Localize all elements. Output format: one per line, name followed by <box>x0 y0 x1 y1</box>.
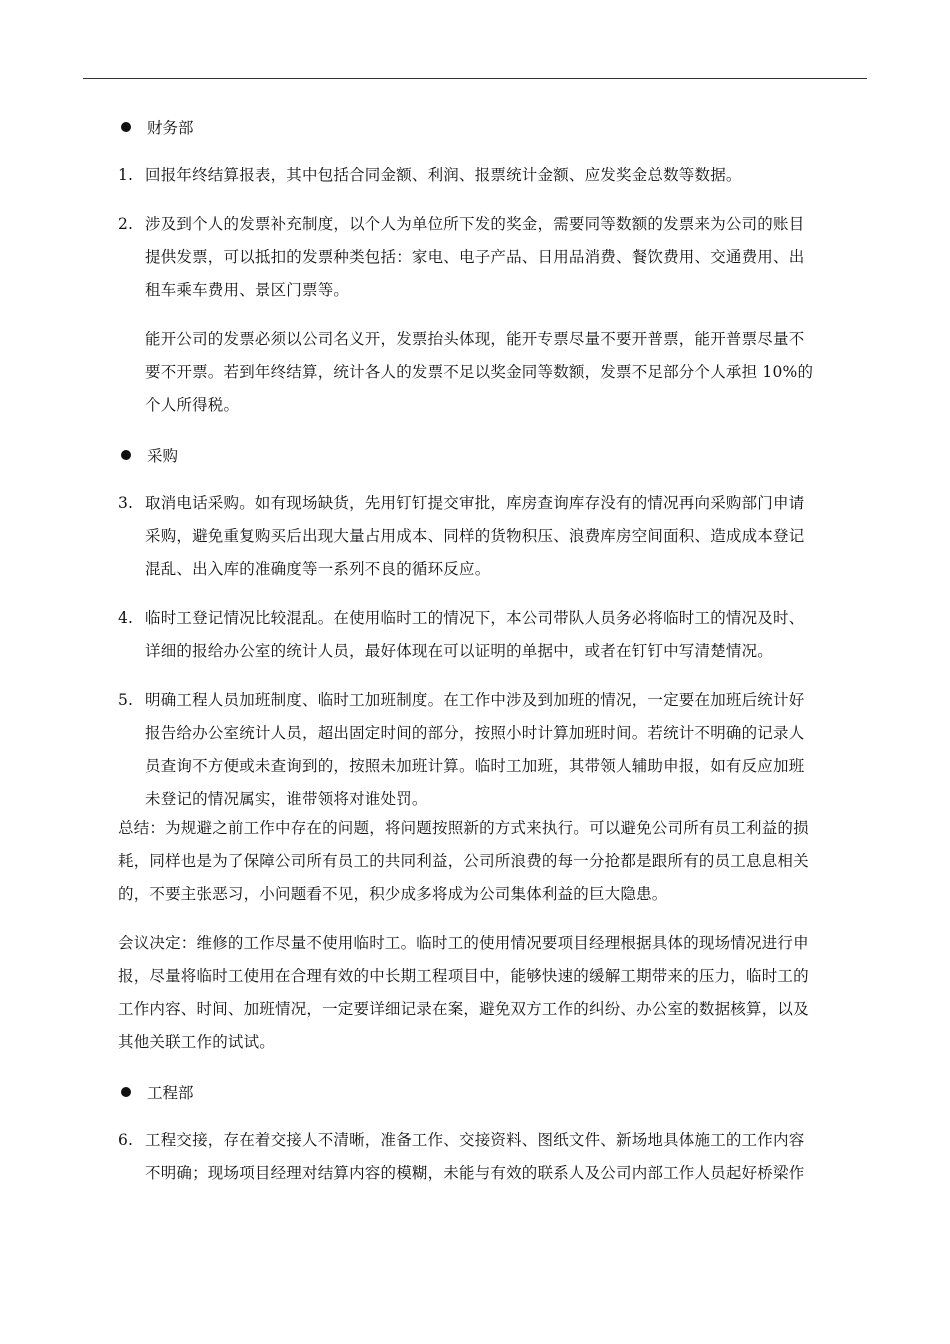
item-text-line: 临时工登记情况比较混乱。在使用临时工的情况下，本公司带队人员务必将临时工的情况及时、 <box>145 609 805 627</box>
list-item-1 <box>118 159 858 192</box>
section-heading-purchase <box>118 438 858 471</box>
header-rule <box>83 78 867 79</box>
item-text-line: 员查询不方便或未查询到的，按照未加班计算。临时工加班，其带领人辅助申报，如有反应加班 <box>145 757 805 775</box>
item-text-line: 混乱、出入库的准确度等一系列不良的循环反应。 <box>145 560 491 578</box>
paragraph-line: 耗，同样也是为了保障公司所有员工的共同利益，公司所浪费的每一分抢都是跟所有的员工息息相关 <box>118 852 809 870</box>
item-text-line: 未登记的情况属实，谁带领将对谁处罚。 <box>145 790 428 808</box>
invoice-note-paragraph <box>118 323 858 422</box>
item-number: 5. <box>118 691 134 709</box>
bullet-icon <box>121 450 131 460</box>
paragraph-line: 其他关联工作的试试。 <box>118 1033 276 1051</box>
item-text-line: 详细的报给办公室的统计人员，最好体现在可以证明的单据中，或者在钉钉中写清楚情况。 <box>145 642 774 660</box>
item-text-line: 取消电话采购。如有现场缺货，先用钉钉提交审批，库房查询库存没有的情况再向采购部门申请 <box>145 494 805 512</box>
item-text-line: 涉及到个人的发票补充制度，以个人为单位所下发的奖金，需要同等数额的发票来为公司的账目 <box>145 215 805 233</box>
item-text-line: 明确工程人员加班制度、临时工加班制度。在工作中涉及到加班的情况，一定要在加班后统计好 <box>145 691 805 709</box>
section-heading-text: 财务部 <box>147 118 194 137</box>
item-text-line: 租车乘车费用、景区门票等。 <box>145 281 350 299</box>
paragraph-line: 能开公司的发票必须以公司名义开，发票抬头体现，能开专票尽量不要开普票，能开普票尽量不 <box>145 330 805 348</box>
section-heading-text: 采购 <box>147 446 179 465</box>
paragraph-line: 总结：为规避之前工作中存在的问题，将问题按照新的方式来执行。可以避免公司所有员工利益的损 <box>118 819 809 837</box>
item-text-line: 采购，避免重复购买后出现大量占用成本、同样的货物积压、浪费库房空间面积、造成成本登记 <box>145 527 805 545</box>
decision-paragraph <box>118 927 858 1059</box>
section-heading-text: 工程部 <box>147 1083 194 1102</box>
document-body <box>118 110 858 832</box>
item-text-line: 回报年终结算报表，其中包括合同金额、利润、报票统计金额、应发奖金总数等数据。 <box>145 166 742 184</box>
paragraph-line: 工作内容、时间、加班情况，一定要详细记录在案，避免双方工作的纠纷、办公室的数据核算，以及 <box>118 1000 809 1018</box>
section-heading-finance <box>118 110 858 143</box>
list-item-6 <box>118 1124 858 1190</box>
bullet-icon <box>121 1087 131 1097</box>
item-text-line: 不明确；现场项目经理对结算内容的模糊，未能与有效的联系人及公司内部工作人员起好桥梁作 <box>145 1164 805 1182</box>
item-number: 4. <box>118 609 134 627</box>
list-item-4 <box>118 602 858 668</box>
item-text-line: 报告给办公室统计人员，超出固定时间的部分，按照小时计算加班时间。若统计不明确的记录人 <box>145 724 805 742</box>
list-item-2 <box>118 208 858 307</box>
paragraph-line: 的，不要主张恶习，小问题看不见，积少成多将成为公司集体利益的巨大隐患。 <box>118 885 668 903</box>
item-number: 2. <box>118 215 134 233</box>
list-item-5 <box>118 684 858 816</box>
item-text-line: 提供发票，可以抵扣的发票种类包括：家电、电子产品、日用品消费、餐饮费用、交通费用、出 <box>145 248 805 266</box>
section-heading-engineering <box>118 1075 858 1108</box>
item-number: 3. <box>118 494 134 512</box>
bullet-icon <box>121 122 131 132</box>
paragraph-line: 报，尽量将临时工使用在合理有效的中长期工程项目中，能够快速的缓解工期带来的压力，临时工的 <box>118 967 809 985</box>
summary-paragraph <box>118 812 858 911</box>
paragraph-line: 要不开票。若到年终结算，统计各人的发票不足以奖金同等数额，发票不足部分个人承担 10%的 <box>145 363 814 381</box>
paragraph-line: 会议决定：维修的工作尽量不使用临时工。临时工的使用情况要项目经理根据具体的现场情况进行申 <box>118 934 809 952</box>
item-number: 1. <box>118 166 134 184</box>
item-number: 6. <box>118 1131 134 1149</box>
conclusions-body <box>118 812 858 1206</box>
list-item-3 <box>118 487 858 586</box>
item-text-line: 工程交接，存在着交接人不清晰，准备工作、交接资料、图纸文件、新场地具体施工的工作内容 <box>145 1131 805 1149</box>
paragraph-line: 个人所得税。 <box>145 396 240 414</box>
